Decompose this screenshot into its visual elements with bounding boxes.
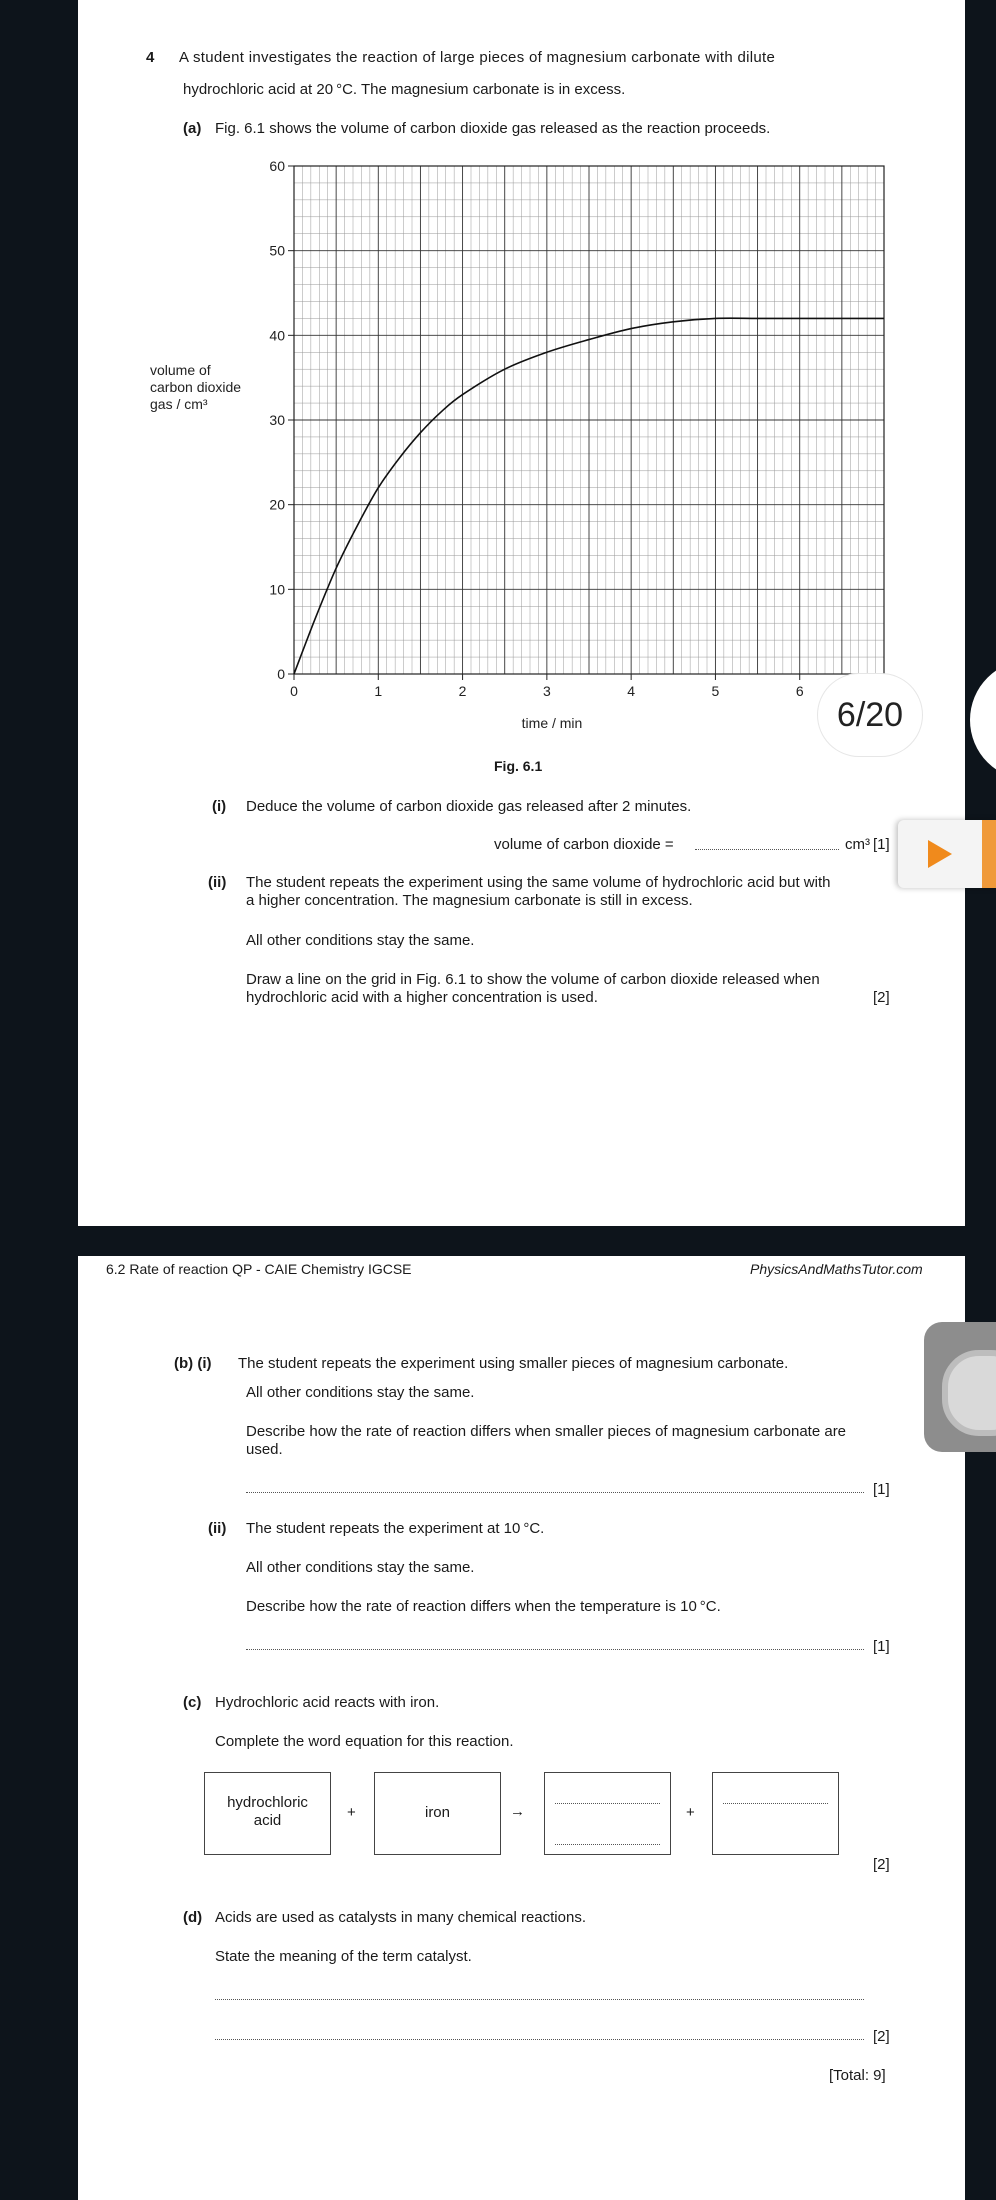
part-aii-line-3: All other conditions stay the same.: [246, 932, 475, 949]
equation-box-product-2[interactable]: [712, 1772, 839, 1855]
aii-marks: [2]: [873, 989, 890, 1006]
product-2-line[interactable]: [723, 1803, 828, 1804]
y-tick-label: 60: [269, 158, 285, 174]
y-tick-label: 50: [269, 242, 285, 259]
d-answer-line-2[interactable]: [215, 2039, 864, 2040]
x-tick-label: 4: [627, 683, 636, 699]
question-number: 4: [146, 49, 155, 66]
d-marks: [2]: [873, 2028, 890, 2045]
question-text-line-2: hydrochloric acid at 20 °C. The magnesium carbonate is in excess.: [183, 81, 626, 98]
figure-caption: Fig. 6.1: [494, 758, 543, 774]
x-tick-label: 6: [795, 683, 804, 699]
chart-y-axis-label-line-3: gas / cm³: [150, 396, 208, 412]
part-aii-label: (ii): [208, 874, 227, 891]
page-counter-badge: [818, 674, 922, 756]
part-aii-line-2: a higher concentration. The magnesium carbonate is still in excess.: [246, 892, 693, 909]
y-tick-label: 20: [269, 496, 285, 513]
equation-box-product-1[interactable]: [544, 1772, 671, 1855]
part-aii-line-5: hydrochloric acid with a higher concentration is used.: [246, 989, 598, 1006]
part-bii-line-2: All other conditions stay the same.: [246, 1559, 475, 1576]
page-header-right: PhysicsAndMathsTutor.com: [750, 1261, 923, 1277]
side-scroll-knob[interactable]: [924, 1322, 996, 1452]
d-answer-line-1[interactable]: [215, 1999, 864, 2000]
part-bii-line-1: The student repeats the experiment at 10 °C.: [246, 1520, 545, 1537]
exam-page-1: [78, 0, 965, 1226]
exam-page-2: [78, 1256, 965, 2200]
page-header-left: 6.2 Rate of reaction QP - CAIE Chemistry IGCSE: [106, 1261, 412, 1277]
bi-marks: [1]: [873, 1481, 890, 1498]
y-tick-label: 0: [277, 666, 285, 682]
part-c-line-1: Hydrochloric acid reacts with iron.: [215, 1694, 440, 1711]
part-aii-line-1: The student repeats the experiment using the same volume of hydrochloric acid but with: [246, 874, 831, 891]
ai-marks: [1]: [873, 836, 890, 853]
part-c-label: (c): [183, 1694, 202, 1711]
part-bi-line-2: All other conditions stay the same.: [246, 1384, 475, 1401]
part-bi-label: (b) (i): [174, 1355, 212, 1372]
bii-marks: [1]: [873, 1638, 890, 1655]
chart-y-axis-label-line-1: volume of: [150, 362, 211, 378]
part-d-label: (d): [183, 1909, 203, 1926]
bii-answer-line[interactable]: [246, 1649, 864, 1650]
part-bii-label: (ii): [208, 1520, 227, 1537]
y-tick-label: 40: [269, 327, 285, 344]
knob-ring-icon: [942, 1350, 996, 1436]
y-tick-label: 10: [269, 581, 285, 598]
ai-answer-label: volume of carbon dioxide =: [494, 836, 674, 853]
part-aii-line-4: Draw a line on the grid in Fig. 6.1 to show the volume of carbon dioxide released when: [246, 971, 820, 988]
page-counter-text: 6/20: [836, 695, 904, 734]
part-d-line-2: State the meaning of the term catalyst.: [215, 1948, 472, 1965]
chart-y-ticks: [269, 158, 294, 682]
equation-box-hydrochloric-acid: [204, 1772, 331, 1855]
ai-answer-line[interactable]: [695, 849, 839, 850]
c-marks: [2]: [873, 1856, 890, 1873]
side-tab-accent: [982, 820, 996, 888]
part-bi-line-4: used.: [246, 1441, 283, 1458]
equation-plus-1: +: [347, 1804, 356, 1821]
equation-box-iron: [374, 1772, 501, 1855]
x-tick-label: 5: [711, 683, 720, 699]
equation-box-1-line-2: acid: [253, 1812, 282, 1829]
bi-answer-line[interactable]: [246, 1492, 864, 1493]
x-tick-label: 2: [458, 683, 467, 699]
x-tick-label: 0: [290, 683, 298, 699]
x-tick-label: 3: [542, 683, 551, 699]
part-a-text: Fig. 6.1 shows the volume of carbon dioxide gas released as the reaction proceeds.: [215, 120, 771, 137]
side-decoration-circle: [970, 660, 996, 780]
part-ai-text: Deduce the volume of carbon dioxide gas released after 2 minutes.: [246, 798, 692, 815]
chart-y-axis-label-line-2: carbon dioxide: [150, 379, 242, 395]
question-text-line-1: A student investigates the reaction of large pieces of magnesium carbonate with dilute: [179, 49, 776, 66]
product-1-line-1[interactable]: [555, 1803, 660, 1804]
part-c-line-2: Complete the word equation for this reaction.: [215, 1733, 514, 1750]
part-ai-label: (i): [212, 798, 227, 815]
equation-plus-2: +: [686, 1804, 695, 1821]
equation-box-1-line-1: hydrochloric: [227, 1794, 308, 1811]
part-bii-line-3: Describe how the rate of reaction differs when the temperature is 10 °C.: [246, 1598, 721, 1615]
chart-grid-major: [294, 166, 884, 674]
equation-arrow: →: [510, 1803, 525, 1820]
equation-box-2-label: iron: [424, 1804, 450, 1821]
y-tick-label: 30: [269, 412, 285, 428]
ai-unit: cm³: [845, 836, 870, 853]
play-icon: [928, 840, 952, 868]
part-bi-line-1: The student repeats the experiment using smaller pieces of magnesium carbonate.: [238, 1355, 789, 1372]
figure-6-1-chart: [78, 150, 965, 750]
side-play-tab[interactable]: [898, 820, 996, 888]
part-bi-line-3: Describe how the rate of reaction differs when smaller pieces of magnesium carbonate are: [246, 1423, 847, 1440]
x-tick-label: 1: [374, 683, 383, 699]
product-1-line-2[interactable]: [555, 1844, 660, 1845]
chart-x-ticks: [290, 674, 804, 699]
part-a-label: (a): [183, 120, 202, 137]
chart-x-axis-label: time / min: [521, 715, 583, 731]
part-d-line-1: Acids are used as catalysts in many chemical reactions.: [215, 1909, 586, 1926]
total-marks: [Total: 9]: [829, 2067, 886, 2084]
